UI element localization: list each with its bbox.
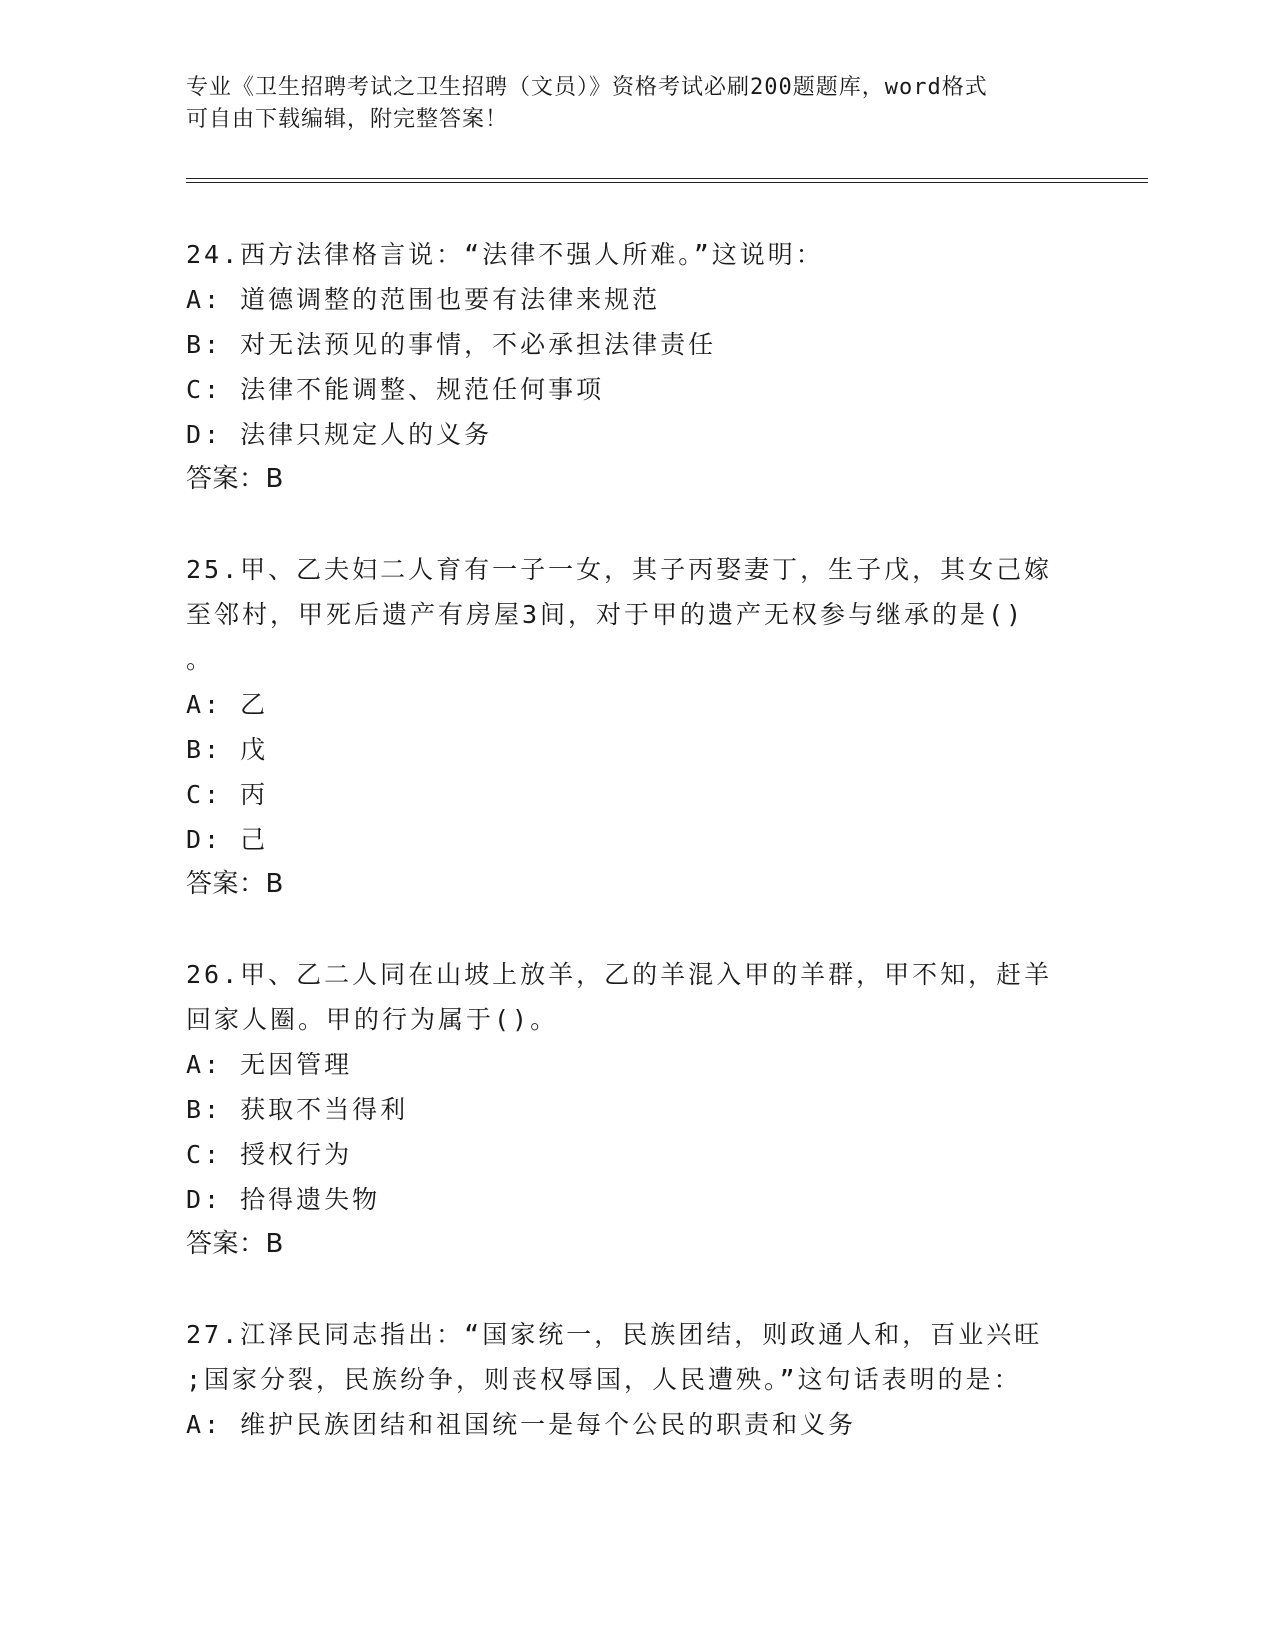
option-a: A: 维护民族团结和祖国统一是每个公民的职责和义务 [186,1410,857,1439]
question-25 [186,547,1086,907]
question-stem-line-1: 27.江泽民同志指出：“国家统一，民族团结，则政通人和，百业兴旺 [186,1320,1043,1349]
question-stem-line-3: 。 [186,645,215,674]
option-b: B: 获取不当得利 [186,1095,409,1124]
answer: 答案：B [186,1229,284,1259]
option-b: B: 戊 [186,735,269,764]
option-c: C: 丙 [186,780,269,809]
question-stem-line-2: 回家人圈。甲的行为属于()。 [186,1005,559,1034]
document-header [186,72,1066,136]
question-stem-line-2: 至邻村，甲死后遗产有房屋3间，对于甲的遗产无权参与继承的是() [186,600,1025,629]
question-24 [186,232,1086,502]
option-a: A: 无因管理 [186,1050,353,1079]
question-stem-line-1: 26.甲、乙二人同在山坡上放羊，乙的羊混入甲的羊群，甲不知，赶羊 [186,960,1053,989]
question-list [186,232,1086,1492]
question-stem: 24.西方法律格言说：“法律不强人所难。”这说明： [186,240,824,269]
option-d: D: 法律只规定人的义务 [186,420,493,449]
option-a: A: 乙 [186,690,269,719]
option-d: D: 拾得遗失物 [186,1185,381,1214]
option-c: C: 授权行为 [186,1140,353,1169]
header-title-line-1: 专业《卫生招聘考试之卫生招聘（文员）》资格考试必刷200题题库，word格式 [186,75,988,100]
question-stem-line-1: 25.甲、乙夫妇二人育有一子一女，其子丙娶妻丁，生子戊，其女己嫁 [186,555,1053,584]
header-divider-top [186,178,1148,179]
question-stem-line-2: ;国家分裂，民族纷争，则丧权辱国，人民遭殃。”这句话表明的是： [186,1365,1022,1394]
question-26 [186,952,1086,1267]
header-divider-bottom [186,182,1148,183]
answer: 答案：B [186,464,284,494]
option-d: D: 己 [186,825,269,854]
option-c: C: 法律不能调整、规范任何事项 [186,375,605,404]
answer: 答案：B [186,869,284,899]
option-b: B: 对无法预见的事情，不必承担法律责任 [186,330,717,359]
option-a: A: 道德调整的范围也要有法律来规范 [186,285,661,314]
question-27 [186,1312,1086,1447]
header-title-line-2: 可自由下载编辑，附完整答案！ [186,107,509,132]
